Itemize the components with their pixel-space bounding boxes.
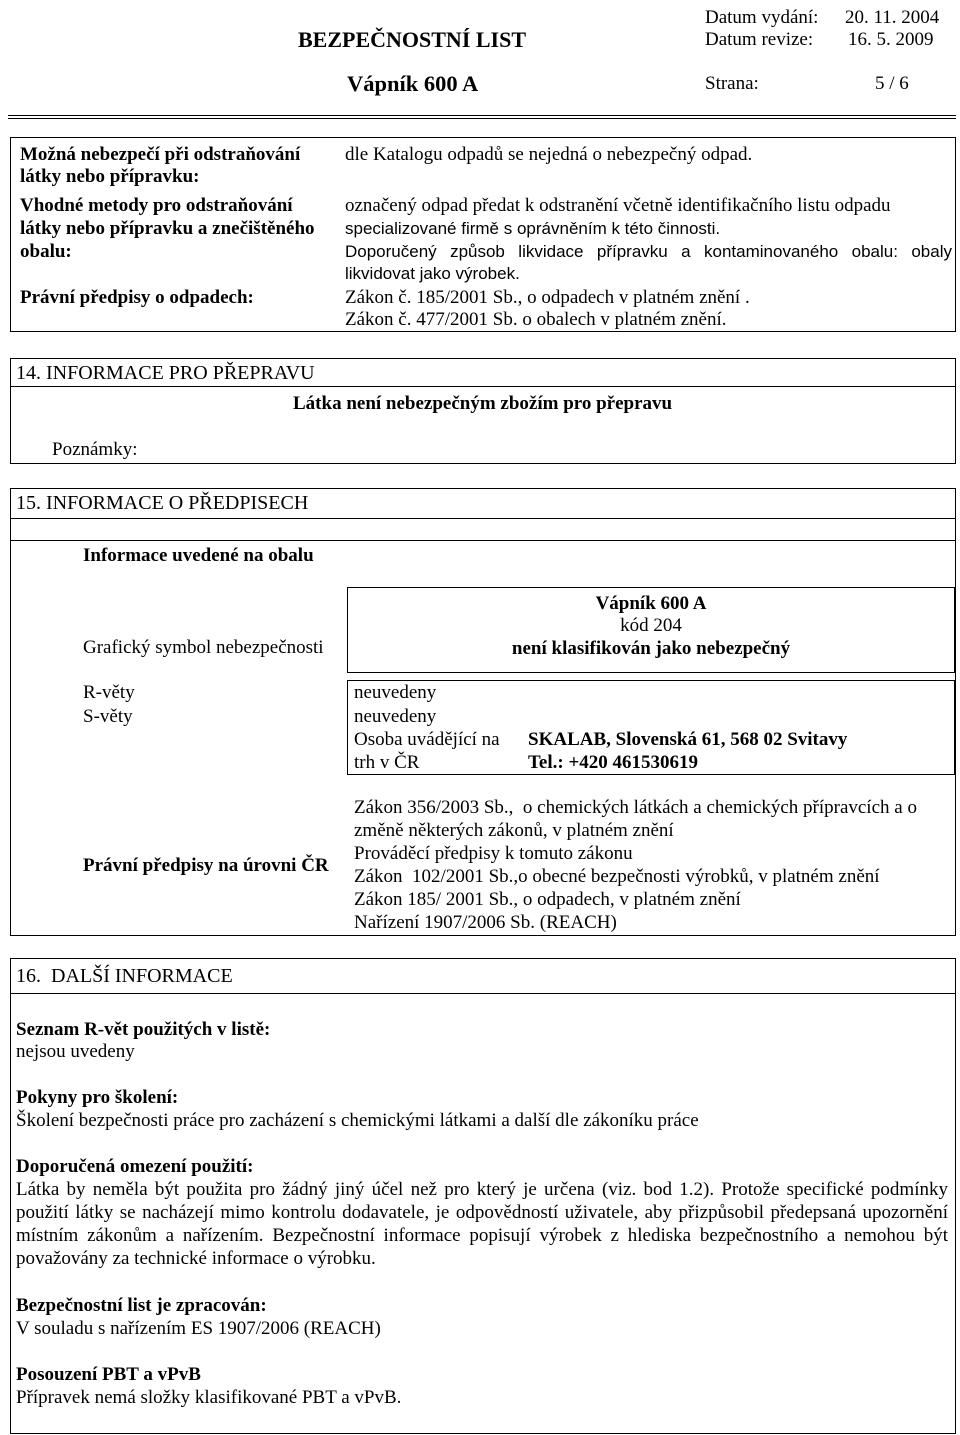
regulatory-heading-rule bbox=[10, 518, 956, 519]
header-divider bbox=[8, 115, 956, 116]
transport-notes-label: Poznámky: bbox=[52, 439, 138, 460]
r-list-value: nejsou uvedeny bbox=[16, 1041, 135, 1062]
legislation-line: změně některých zákonů, v platném znění bbox=[354, 820, 674, 841]
methods-value-line-1: označený odpad předat k odstranění včetně identifikačního listu odpadu bbox=[345, 195, 891, 216]
national-legislation-label: Právní předpisy na úrovni ČR bbox=[83, 855, 329, 876]
header-divider-second bbox=[8, 118, 956, 119]
restrictions-line: považovány za technické informace o výrobku. bbox=[16, 1248, 376, 1269]
symbol-box-classification: není klasifikován jako nebezpečný bbox=[511, 638, 791, 659]
legislation-line: Nařízení 1907/2006 Sb. (REACH) bbox=[354, 912, 617, 933]
transport-heading-rule bbox=[10, 386, 956, 387]
page-label: Strana: bbox=[705, 73, 759, 94]
restrictions-line: Látka by neměla být použita pro žádný jiný účel než pro který je určena (viz. bod 1.2). Protože specifické podmínky bbox=[16, 1179, 948, 1200]
symbol-box-code: kód 204 bbox=[620, 615, 682, 636]
methods-label-line-1: Vhodné metody pro odstraňování bbox=[20, 195, 293, 216]
supplier-label-line-2: trh v ČR bbox=[354, 752, 420, 773]
methods-label-line-3: obalu: bbox=[20, 241, 72, 262]
training-title: Pokyny pro školení: bbox=[16, 1087, 179, 1108]
waste-legal-line-1: Zákon č. 185/2001 Sb., o odpadech v platném znění . bbox=[345, 287, 750, 308]
symbol-box-product: Vápník 600 A bbox=[595, 593, 707, 614]
training-value: Školení bezpečnosti práce pro zacházení s chemickými látkami a další dle zákoníku práce bbox=[16, 1110, 699, 1131]
revision-date-label: Datum revize: bbox=[705, 29, 814, 50]
other-info-heading: 16. DALŠÍ INFORMACE bbox=[16, 965, 233, 987]
methods-value-line-2: specializované firmě s oprávněním k této činnosti. bbox=[345, 219, 721, 238]
waste-legal-label: Právní předpisy o odpadech: bbox=[20, 287, 254, 308]
hazard-label-line-1: Možná nebezpečí při odstraňování bbox=[20, 144, 301, 165]
restrictions-line: místním zákonům a nařízením. Bezpečnostní informace popisují výrobek z hlediska bezpečnostního a nemohou být bbox=[16, 1225, 948, 1246]
regulatory-heading: 15. INFORMACE O PŘEDPISECH bbox=[16, 492, 309, 514]
hazard-symbol-label: Grafický symbol nebezpečnosti bbox=[83, 637, 324, 658]
r-phrases-value: neuvedeny bbox=[354, 682, 437, 703]
page-number: 5 / 6 bbox=[875, 73, 909, 94]
pbt-value: Přípravek nemá složky klasifikované PBT a vPvB. bbox=[16, 1387, 402, 1408]
waste-legal-line-2: Zákon č. 477/2001 Sb. o obalech v platném znění. bbox=[345, 309, 727, 330]
s-phrases-value: neuvedeny bbox=[354, 706, 437, 727]
revision-date-value: 16. 5. 2009 bbox=[848, 29, 934, 50]
supplier-phone: Tel.: +420 461530619 bbox=[528, 752, 699, 773]
r-list-title: Seznam R-vět použitých v listě: bbox=[16, 1019, 271, 1040]
supplier-label-line-1: Osoba uvádějící na bbox=[354, 729, 500, 750]
methods-value-line-3: Doporučený způsob likvidace přípravku a kontaminovaného obalu: obaly bbox=[345, 242, 952, 261]
legislation-line: Zákon 185/ 2001 Sb., o odpadech, v platném znění bbox=[354, 889, 741, 910]
transport-heading: 14. INFORMACE PRO PŘEPRAVU bbox=[16, 362, 315, 384]
prepared-value: V souladu s nařízením ES 1907/2006 (REACH) bbox=[16, 1318, 381, 1339]
other-info-heading-rule bbox=[10, 993, 956, 994]
methods-value-line-4: likvidovat jako výrobek. bbox=[345, 264, 520, 283]
document-title: BEZPEČNOSTNÍ LIST bbox=[298, 27, 527, 52]
regulatory-subheading-rule bbox=[10, 540, 956, 541]
prepared-title: Bezpečnostní list je zpracován: bbox=[16, 1295, 267, 1316]
issue-date-value: 20. 11. 2004 bbox=[845, 7, 940, 28]
r-phrases-label: R-věty bbox=[83, 682, 135, 703]
transport-statement: Látka není nebezpečným zbožím pro přepravu bbox=[293, 393, 673, 414]
legislation-line: Prováděcí předpisy k tomuto zákonu bbox=[354, 843, 633, 864]
label-info-heading: Informace uvedené na obalu bbox=[83, 545, 314, 566]
legislation-line: Zákon 102/2001 Sb.,o obecné bezpečnosti výrobků, v platném znění bbox=[354, 866, 880, 887]
pbt-title: Posouzení PBT a vPvB bbox=[16, 1364, 201, 1385]
restrictions-title: Doporučená omezení použití: bbox=[16, 1156, 254, 1177]
restrictions-line: použití látky se nacházejí mimo kontrolu dodavatele, je odpovědností uživatele, aby přizpůsobil předepsaná upozornění bbox=[16, 1202, 948, 1223]
supplier-address: SKALAB, Slovenská 61, 568 02 Svitavy bbox=[528, 729, 848, 750]
legislation-line: Zákon 356/2003 Sb., o chemických látkách a chemických přípravcích a o bbox=[354, 797, 917, 818]
issue-date-label: Datum vydání: bbox=[705, 7, 819, 28]
s-phrases-label: S-věty bbox=[83, 706, 133, 727]
methods-label-line-2: látky nebo přípravku a znečištěného bbox=[20, 218, 315, 239]
hazard-value: dle Katalogu odpadů se nejedná o nebezpečný odpad. bbox=[345, 144, 753, 165]
product-name: Vápník 600 A bbox=[347, 71, 479, 96]
hazard-label-line-2: látky nebo přípravku: bbox=[20, 166, 200, 187]
